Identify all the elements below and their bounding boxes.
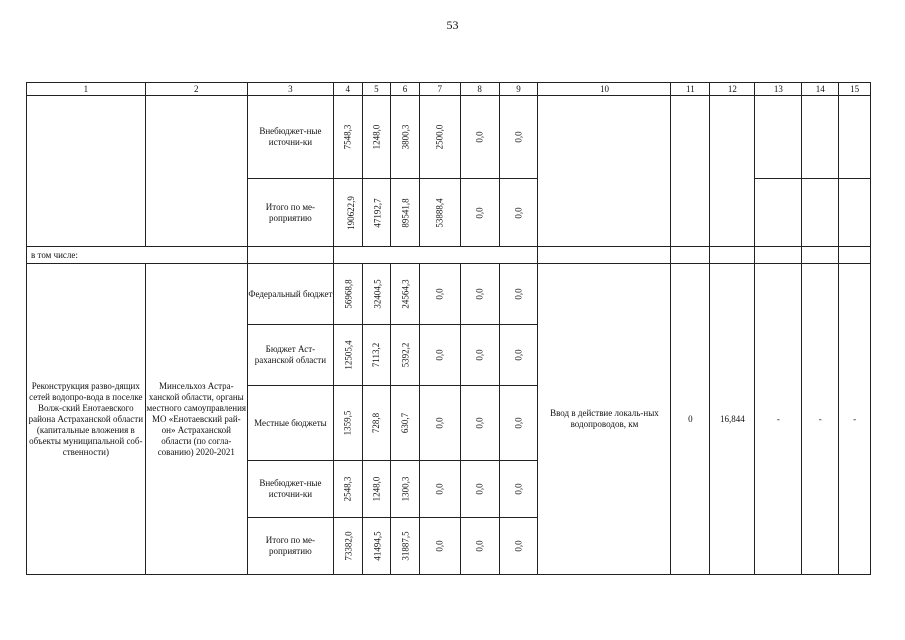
empty-cell: [755, 96, 802, 179]
value-cell: [419, 518, 460, 575]
value-cell: [499, 386, 538, 461]
indicator-2022-value: -: [839, 264, 871, 575]
empty-cell: [27, 96, 146, 247]
funding-source: Итого по ме-роприятию: [247, 518, 333, 575]
budget-table: [26, 82, 871, 575]
value-2020: 89541,8: [400, 197, 411, 228]
empty-cell: [247, 247, 333, 264]
value-2023: 0,0: [513, 540, 524, 552]
value-cell: [499, 518, 538, 575]
column-number: 10: [538, 83, 671, 96]
empty-cell: [710, 96, 755, 247]
column-number: 13: [755, 83, 802, 96]
value-2020: 5392,2: [399, 342, 410, 368]
value-2019: 1248,0: [371, 476, 382, 502]
value-2020: 31887,5: [400, 531, 411, 561]
empty-cell: [802, 179, 839, 247]
value-cell: [460, 461, 499, 518]
value-2021: 0,0: [434, 349, 445, 361]
empty-cell: [710, 247, 755, 264]
value-cell: [391, 386, 420, 461]
value-total: 190622,9: [345, 195, 356, 230]
table-row: [27, 264, 871, 325]
value-2021: 0,0: [434, 288, 445, 300]
value-2021: 0,0: [434, 540, 445, 552]
empty-cell: [802, 96, 839, 179]
value-cell: [333, 96, 362, 179]
value-2022: 0,0: [474, 349, 485, 361]
including-label: в том числе:: [27, 247, 248, 264]
value-cell: [499, 264, 538, 325]
value-cell: [460, 179, 499, 247]
value-cell: [499, 461, 538, 518]
indicator-2019-value: 16,844: [710, 264, 755, 575]
value-2023: 0,0: [513, 288, 524, 300]
funding-source: Внебюджет-ные источни-ки: [247, 461, 333, 518]
value-2023: 0,0: [513, 483, 524, 495]
empty-cell: [755, 247, 802, 264]
value-cell: [362, 386, 391, 461]
value-2020: 630,7: [399, 412, 410, 434]
column-number: 2: [145, 83, 247, 96]
column-number: 5: [362, 83, 391, 96]
column-number: 9: [499, 83, 538, 96]
value-2019: 32404,5: [372, 279, 383, 309]
empty-cell: [671, 247, 710, 264]
empty-cell: [839, 247, 871, 264]
value-2019: 1248,0: [371, 124, 382, 150]
value-cell: [333, 325, 362, 386]
value-cell: [460, 518, 499, 575]
value-2019: 728,8: [371, 412, 382, 434]
empty-cell: [802, 247, 839, 264]
column-number: 3: [247, 83, 333, 96]
value-total: 7548,3: [342, 124, 353, 150]
column-number: 7: [419, 83, 460, 96]
column-number: 8: [460, 83, 499, 96]
value-2020: 3800,3: [399, 124, 410, 150]
indicator-2020-value: -: [755, 264, 802, 575]
value-cell: [333, 179, 362, 247]
empty-cell: [671, 96, 710, 247]
column-number-row: [27, 83, 871, 96]
column-number: 11: [671, 83, 710, 96]
measure-name: Реконструкция разво-дящих сетей водопро-вода в поселке Волж-ский Енотаевского района Астраханской области (капитальные вложения в объекты муниципальной соб-ственности): [27, 264, 146, 575]
value-2022: 0,0: [474, 417, 485, 429]
value-cell: [362, 96, 391, 179]
column-number: 15: [839, 83, 871, 96]
value-cell: [333, 386, 362, 461]
value-cell: [419, 325, 460, 386]
value-2022: 0,0: [474, 483, 485, 495]
value-cell: [333, 264, 362, 325]
value-total: 12505,4: [343, 340, 354, 370]
value-2021: 0,0: [434, 417, 445, 429]
value-total: 1359,5: [342, 410, 353, 436]
value-total: 73382,0: [343, 531, 354, 561]
including-row: [27, 247, 871, 264]
value-cell: [391, 264, 420, 325]
value-cell: [460, 386, 499, 461]
value-cell: [499, 96, 538, 179]
value-cell: [391, 518, 420, 575]
page-number: 53: [446, 18, 459, 32]
value-2019: 41494,5: [372, 531, 383, 561]
empty-cell: [538, 247, 671, 264]
value-total: 2548,3: [342, 476, 353, 502]
value-cell: [460, 325, 499, 386]
column-number: 4: [333, 83, 362, 96]
measure-executor: Минсельхоз Астра-ханской области, органы местного самоуправления МО «Енотаевский рай-он» Астраханской области (по согла-сованию) 2020-2021: [145, 264, 247, 575]
value-cell: [362, 461, 391, 518]
value-2021: 2500,0: [434, 124, 445, 150]
value-cell: [460, 264, 499, 325]
value-2019: 47192,7: [372, 197, 383, 228]
empty-cell: [538, 96, 671, 247]
value-2021: 0,0: [434, 483, 445, 495]
value-2023: 0,0: [513, 349, 524, 361]
empty-cell: [839, 179, 871, 247]
value-2023: 0,0: [513, 131, 524, 143]
value-cell: [419, 386, 460, 461]
table-row: [27, 96, 871, 179]
column-number: 6: [391, 83, 420, 96]
value-2022: 0,0: [474, 540, 485, 552]
funding-source: Итого по ме-роприятию: [247, 179, 333, 247]
column-number: 14: [802, 83, 839, 96]
value-2023: 0,0: [513, 206, 524, 219]
value-cell: [499, 325, 538, 386]
value-cell: [391, 325, 420, 386]
indicator-2021-value: -: [802, 264, 839, 575]
value-cell: [333, 461, 362, 518]
value-cell: [419, 264, 460, 325]
value-2022: 0,0: [474, 206, 485, 219]
empty-cell: [145, 96, 247, 247]
column-number: 1: [27, 83, 146, 96]
value-cell: [333, 518, 362, 575]
empty-cell: [333, 247, 538, 264]
value-2020: 1300,3: [399, 476, 410, 502]
column-number: 12: [710, 83, 755, 96]
value-cell: [362, 264, 391, 325]
value-cell: [419, 96, 460, 179]
funding-source: Местные бюджеты: [247, 386, 333, 461]
indicator-name: Ввод в действие локаль-ных водопроводов, км: [538, 264, 671, 575]
funding-source: Федеральный бюджет: [247, 264, 333, 325]
value-cell: [362, 179, 391, 247]
value-cell: [419, 461, 460, 518]
value-cell: [391, 461, 420, 518]
funding-source: Внебюджет-ные источни-ки: [247, 96, 333, 179]
value-cell: [460, 96, 499, 179]
value-2019: 7113,2: [371, 342, 382, 368]
value-cell: [499, 179, 538, 247]
empty-cell: [839, 96, 871, 179]
value-cell: [391, 179, 420, 247]
value-cell: [362, 518, 391, 575]
value-cell: [419, 179, 460, 247]
value-2021: 53888,4: [434, 197, 445, 228]
value-2022: 0,0: [474, 131, 485, 143]
value-cell: [391, 96, 420, 179]
value-2022: 0,0: [474, 288, 485, 300]
value-2023: 0,0: [513, 417, 524, 429]
value-2020: 24564,3: [400, 279, 411, 309]
indicator-base-value: 0: [671, 264, 710, 575]
value-total: 56968,8: [343, 279, 354, 309]
value-cell: [362, 325, 391, 386]
funding-source: Бюджет Аст-раханской области: [247, 325, 333, 386]
empty-cell: [755, 179, 802, 247]
